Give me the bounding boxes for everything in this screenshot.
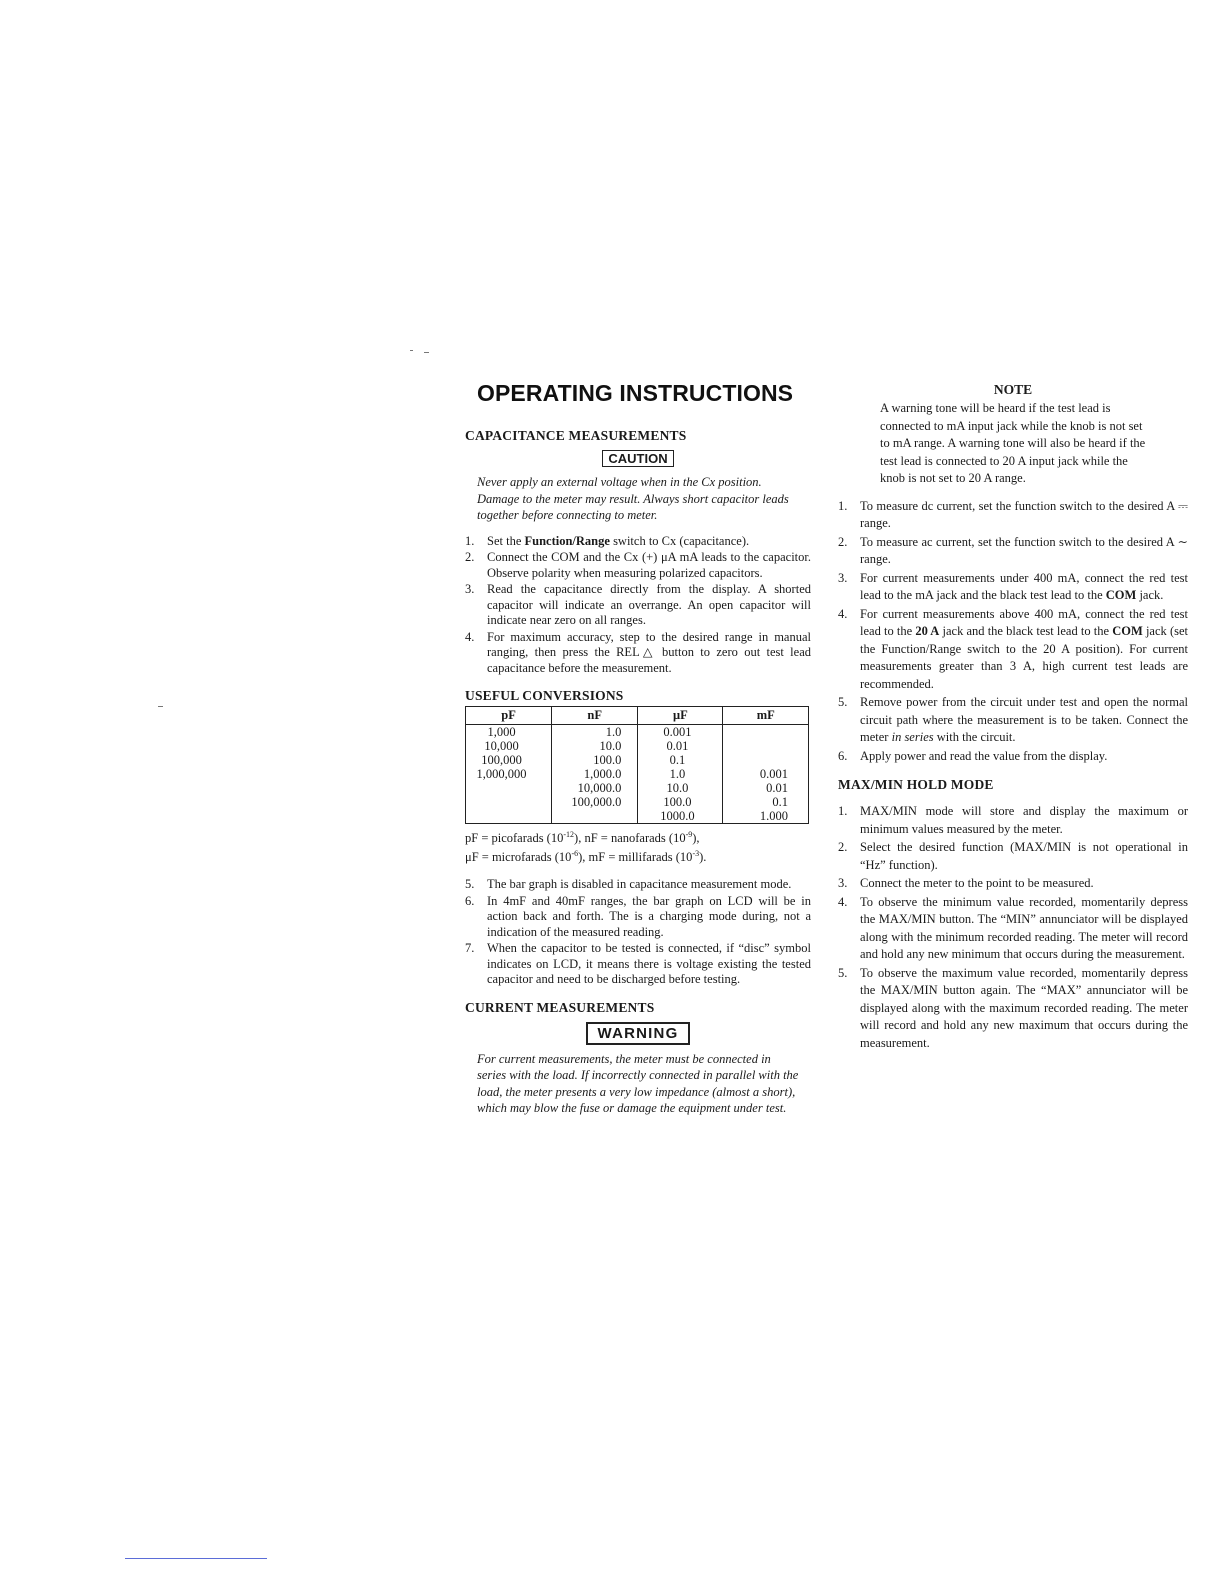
step-text: Apply power and read the value from the display. xyxy=(860,748,1108,763)
bottom-rule xyxy=(125,1558,267,1559)
step-number: 1. xyxy=(838,804,848,818)
step-text-post: switch to Cx (capacitance). xyxy=(609,533,750,548)
capacitance-heading: CAPACITANCE MEASUREMENTS xyxy=(465,428,687,443)
list-item xyxy=(465,582,811,629)
table-cell: 10.0 xyxy=(666,781,689,795)
list-item xyxy=(838,534,1188,569)
step-number: 3. xyxy=(838,876,848,890)
caution-text: Never apply an external voltage when in the Cx position. Damage to the meter may result. Always short capacitor leads together before connecting to meter. xyxy=(477,475,789,522)
maxmin-heading: MAX/MIN HOLD MODE xyxy=(838,777,994,792)
table-header-nf: nF xyxy=(552,707,638,725)
step-number: 4. xyxy=(465,629,475,644)
table-cell: 100.0 xyxy=(663,795,692,809)
table-cell: 0.001 xyxy=(663,725,692,739)
step-text: When the capacitor to be tested is connected, if “disc” symbol indicates on LCD, it means there is voltage existing the tested capacitor and need to be discharged before testing. xyxy=(487,941,811,987)
capacitance-steps xyxy=(465,534,811,677)
footnote-line-1: pF = picofarads $(10^{-12})$, nF = nanofarads $(10^{-9})$, xyxy=(465,830,700,846)
step-number: 6. xyxy=(838,748,848,763)
step-text: Connect the meter to the point to be measured. xyxy=(860,876,1094,890)
list-item xyxy=(838,694,1188,747)
list-item xyxy=(838,498,1188,533)
table-cell xyxy=(466,795,537,809)
list-item xyxy=(465,941,811,988)
scan-speck xyxy=(158,706,163,707)
maxmin-steps xyxy=(838,803,1188,1052)
step-text: Select the desired function (MAX/MIN is not operational in “Hz” function). xyxy=(860,840,1188,872)
step-number: 2. xyxy=(838,534,848,549)
step-text: Read the capacitance directly from the display. A shorted capacitor will indicate an overrange. An open capacitor will indicate near zero on all ranges. xyxy=(487,582,811,627)
table-cell: 0.01 xyxy=(766,781,788,795)
step-number: 5. xyxy=(465,877,475,892)
scan-speck xyxy=(424,352,429,353)
table-cell: 1,000.0 xyxy=(583,767,622,781)
list-item xyxy=(838,965,1188,1053)
capacitance-more-steps xyxy=(465,877,811,988)
step-text-pre: Set the xyxy=(487,533,525,548)
list-item xyxy=(465,550,811,581)
step-text: COM xyxy=(1105,588,1137,602)
table-cell: 1,000,000 xyxy=(476,767,527,781)
footnote-line-2: μF = microfarads $(10^{-6})$, mF = millifarads $(10^{-3})$. xyxy=(465,849,707,865)
note-text: A warning tone will be heard if the test lead is connected to mA input jack while the knob is not set to mA range. A warning tone will also be heard if the test lead is connected to 20 A input jack while the knob is not set to 20 A range. xyxy=(880,401,1146,485)
step-text: jack. xyxy=(1136,588,1164,602)
step-text: jack and the black test lead to the xyxy=(939,624,1113,638)
warning-label-wrap xyxy=(465,1022,811,1045)
table-cell: 1.0 xyxy=(669,767,686,781)
step-number: 5. xyxy=(838,695,848,709)
scan-speck xyxy=(410,350,413,351)
step-text: Remove power from the circuit under test and open the normal circuit path where the measurement is to be taken. Connect the meter xyxy=(860,695,1188,744)
table-cell: 0.1 xyxy=(772,795,788,809)
list-item xyxy=(465,534,811,550)
warning-text: For current measurements, the meter must be connected in series with the load. If incorrectly connected in parallel with the load, the meter presents a very low impedance (almost a short), which may blow the fuse or damage the equipment under test. xyxy=(477,1051,799,1116)
table-cell: 0.1 xyxy=(669,753,686,767)
table-header-mf: mF xyxy=(723,707,809,725)
step-text: MAX/MIN mode will store and display the maximum or minimum values measured by the meter. xyxy=(860,804,1188,836)
step-number: 3. xyxy=(838,570,848,585)
table-cell: 10,000.0 xyxy=(577,781,622,795)
step-text: Connect the COM and the Cx (+) μA mA leads to the capacitor. Observe polarity when measuring polarized capacitors. xyxy=(487,550,811,580)
table-cell: 100,000 xyxy=(481,753,522,767)
conversion-footnote xyxy=(465,827,811,865)
table-cell: 1,000 xyxy=(487,725,516,739)
step-number: 6. xyxy=(465,893,475,908)
list-item xyxy=(838,748,1188,766)
step-number: 7. xyxy=(465,941,475,956)
list-item xyxy=(465,630,811,677)
uf-column xyxy=(638,725,723,824)
step-number: 1. xyxy=(465,533,475,548)
table-cell: 0.001 xyxy=(759,767,788,781)
list-item xyxy=(838,894,1188,964)
step-number: 5. xyxy=(838,965,848,980)
list-item xyxy=(838,875,1188,893)
note-title: NOTE xyxy=(993,382,1033,397)
step-text: COM xyxy=(1112,624,1143,638)
step-text: In 4mF and 40mF ranges, the bar graph on LCD will be in action back and forth. The is a charging mode during, not a indication of the measured reading. xyxy=(487,893,811,939)
conversions-heading: USEFUL CONVERSIONS xyxy=(465,688,624,703)
table-cell xyxy=(552,809,621,823)
step-number: 3. xyxy=(465,582,475,596)
right-column xyxy=(838,382,1188,1053)
table-header-uf: μF xyxy=(638,707,723,725)
table-cell: 10.0 xyxy=(599,739,622,753)
step-text: The bar graph is disabled in capacitance measurement mode. xyxy=(487,877,792,892)
mf-column xyxy=(723,725,809,824)
list-item xyxy=(838,839,1188,874)
list-item xyxy=(465,894,811,941)
pf-column xyxy=(466,725,552,824)
step-text: To observe the maximum value recorded, momentarily depress the MAX/MIN button again. The “MAX” annunciator will be displayed along with the maximum recorded reading. The meter will record and hold any new maximum that occurs during the measurement. xyxy=(860,965,1188,1050)
table-cell xyxy=(723,753,788,767)
warning-label: WARNING xyxy=(586,1022,691,1045)
table-cell xyxy=(723,739,788,753)
table-cell: 100,000.0 xyxy=(571,795,622,809)
table-cell xyxy=(723,725,788,739)
table-cell: 10,000 xyxy=(484,739,519,753)
step-number: 4. xyxy=(838,894,848,909)
caution-label-wrap xyxy=(465,450,811,468)
table-cell: 1.000 xyxy=(759,809,788,823)
step-number: 2. xyxy=(465,550,475,564)
step-text: 20 A xyxy=(915,624,940,638)
table-cell: 0.01 xyxy=(666,739,689,753)
table-cell xyxy=(466,809,537,823)
table-cell: 1000.0 xyxy=(660,809,695,823)
current-heading: CURRENT MEASUREMENTS xyxy=(465,999,655,1015)
caution-label: CAUTION xyxy=(602,450,673,467)
list-item xyxy=(465,877,811,893)
list-item xyxy=(838,570,1188,605)
current-steps xyxy=(838,498,1188,766)
step-text: To measure ac current, set the function switch to the desired A ∼ range. xyxy=(860,534,1188,566)
step-number: 4. xyxy=(838,606,848,621)
list-item xyxy=(838,606,1188,694)
nf-column xyxy=(552,725,638,824)
table-header-pf: pF xyxy=(466,707,552,725)
step-text-bold: Function/Range xyxy=(524,533,610,548)
step-text: For current measurements above 400 mA, connect the red test lead to the xyxy=(860,606,1188,638)
left-column xyxy=(465,380,811,1127)
step-number: 2. xyxy=(838,840,848,854)
step-text: For current measurements under 400 mA, connect the red test lead to the mA jack and the black test lead to the xyxy=(860,570,1188,602)
step-text: To measure dc current, set the function switch to the desired A ⎓ range. xyxy=(860,498,1188,530)
step-text: To observe the minimum value recorded, momentarily depress the MAX/MIN button. The “MIN” annunciator will be displayed along with the minimum recorded reading. The meter will record and hold any new minimum that occurs during the measurement. xyxy=(860,894,1188,961)
step-text: in series xyxy=(891,730,934,744)
step-text: For maximum accuracy, step to the desired range in manual ranging, then press the REL△ button to zero out test lead capacitance before the measurement. xyxy=(487,629,811,675)
table-cell xyxy=(466,781,537,795)
step-text: with the circuit. xyxy=(933,730,1016,744)
table-cell: 100.0 xyxy=(593,753,622,767)
conversion-table xyxy=(465,706,809,824)
step-text: jack (set the Function/Range switch to the 20 A position). For current measurements greater than 3 A, high current test leads are recommended. xyxy=(860,624,1188,691)
step-number: 1. xyxy=(838,498,848,513)
table-cell: 1.0 xyxy=(605,725,622,739)
page-title: OPERATING INSTRUCTIONS xyxy=(477,380,794,406)
list-item xyxy=(838,803,1188,838)
